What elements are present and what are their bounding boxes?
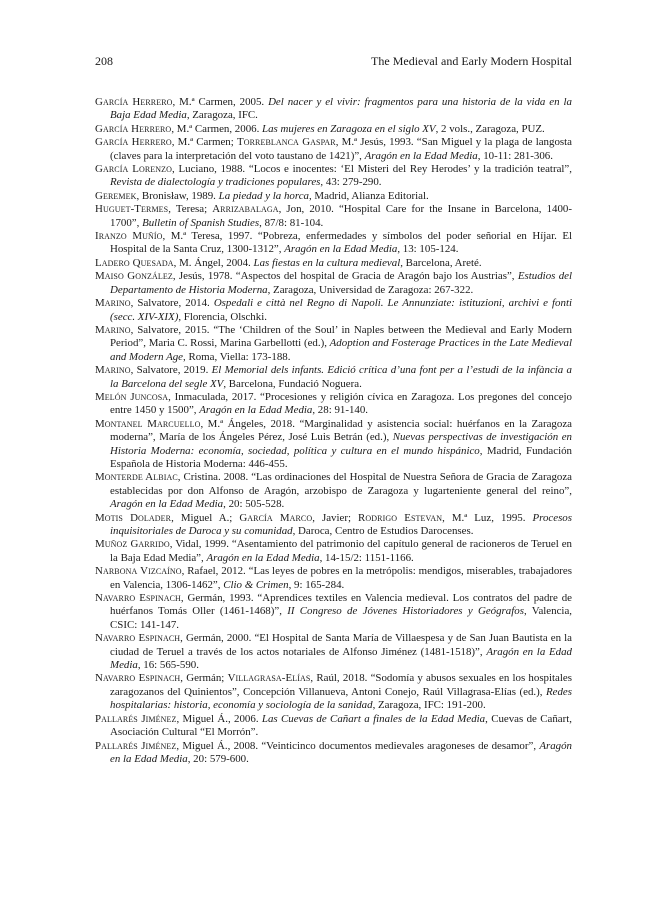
reference-list — [95, 96, 572, 766]
reference-text: , Jesús, 1978. “Aspectos del hospital de Gracia de Aragón bajo los Austrias”, — [172, 270, 518, 283]
reference-text: , 9: 165-284. — [288, 578, 345, 591]
reference-title: Revista de dialectología y tradiciones populares — [110, 176, 321, 189]
reference-text: , M.ª Jesús, 1993. “San Miguel y la plaga de langosta (claves para la interpretación del voto taustano de 1421)”, — [110, 136, 572, 162]
reference-title: Aragón en la Edad Media — [364, 149, 478, 162]
reference-text: , Barcelona, Fundació Noguera. — [223, 377, 362, 390]
reference-text: , M.ª Ángeles, 2018. “Marginalidad y asistencia social: huérfanos en la Zaragoza moderna”, María de los Ángeles Pérez, José Luis Betrán (ed.), — [110, 417, 572, 444]
reference-author: Melón Juncosa — [95, 390, 169, 403]
reference-entry — [95, 123, 572, 136]
reference-author: Muñoz Garrido — [95, 538, 170, 551]
reference-author: Motis Dolader — [95, 511, 172, 524]
reference-author: Montanel Marcuello — [95, 417, 201, 430]
reference-author: Ladero Quesada — [95, 256, 174, 269]
reference-text: , Zaragoza, Universidad de Zaragoza: 267-322. — [267, 283, 474, 296]
reference-author: García Herrero — [95, 96, 173, 108]
reference-text: , Bronisław, 1989. — [136, 189, 219, 202]
reference-entry — [95, 418, 572, 472]
reference-title: Nuevas perspectivas de investigación en Historia Moderna: economía, sociedad, política y cultura en el mundo hispánico — [110, 431, 572, 457]
reference-text: , Barcelona, Areté. — [400, 256, 482, 269]
reference-title: Aragón en la Edad Media — [110, 739, 572, 765]
reference-entry — [95, 632, 572, 672]
reference-text: , Madrid, Alianza Editorial. — [308, 189, 429, 202]
running-title: The Medieval and Early Modern Hospital — [371, 54, 572, 68]
reference-text: , Germán, 2000. “El Hospital de Santa María de Villaespesa y de San Juan Bautista en la ciudad de Teruel a través de los actos notariales de Alfonso Jiménez (1481-1518)”, — [110, 632, 572, 658]
reference-title: Aragón en la Edad Media — [284, 243, 398, 256]
reference-text: , Teresa; — [168, 203, 213, 216]
reference-text: , 14-15/2: 1151-1166. — [319, 551, 414, 564]
reference-author: Pallarés Jiménez — [95, 712, 177, 725]
reference-text: , M. Ángel, 2004. — [173, 256, 254, 269]
reference-entry — [95, 270, 572, 297]
reference-entry — [95, 512, 572, 539]
reference-author: Arrizabalaga — [212, 203, 279, 216]
reference-text: , Daroca, Centro de Estudios Darocenses. — [292, 525, 474, 537]
reference-entry — [95, 230, 572, 257]
reference-text: , Roma, Viella: 173-188. — [183, 350, 291, 363]
reference-text: , Miguel Á., 2008. “Veinticinco documentos medievales aragoneses de desamor”, — [176, 739, 540, 752]
reference-text: , Luciano, 1988. “Locos e inocentes: ‘El Misteri del Rey Herodes’ y la tradición teatral”, — [172, 163, 572, 176]
reference-text: , Madrid, Fundación Española de Historia Moderna: 446-455. — [110, 444, 572, 470]
reference-text: , 16: 565-590. — [137, 659, 199, 672]
reference-text: , Cuevas de Cañart, Asociación Cultural “El Morrón”. — [110, 712, 572, 739]
reference-entry — [95, 324, 572, 364]
reference-author: Geremek — [95, 189, 137, 202]
reference-title: El Memorial dels infants. Edició crítica d’una font per a l’estudi de la infància a la Barcelona del segle XV — [110, 364, 572, 390]
reference-text: , Inmaculada, 2017. “Procesiones y religión cívica en Zaragoza. Los pregones del concejo entre 1450 y 1500”, — [110, 390, 572, 417]
reference-text: , Salvatore, 2019. — [130, 364, 212, 377]
reference-author: Huguet-Termes — [95, 203, 169, 216]
reference-author: Maiso González — [95, 270, 173, 283]
reference-text: , Salvatore, 2015. “The ‘Children of the Soul’ in Naples between the Medieval and Early Modern Period”, Maria C. Rossi, Marina Garbellotti (ed.), — [110, 323, 572, 350]
reference-author: Navarro Espinach — [95, 592, 181, 605]
reference-title: Aragón en la Edad Media — [110, 498, 224, 511]
reference-entry — [95, 364, 572, 391]
reference-entry — [95, 740, 572, 767]
reference-author: Iranzo Muñío — [95, 230, 163, 243]
reference-text: , 43: 279-290. — [320, 176, 382, 189]
reference-author: Pallarés Jiménez — [95, 739, 177, 752]
reference-author: Marino — [95, 297, 131, 310]
reference-text: , Jon, 2010. “Hospital Care for the Insane in Barcelona, 1400-1700”, — [110, 203, 572, 229]
reference-entry — [95, 592, 572, 632]
reference-entry — [95, 538, 572, 565]
reference-text: , Miguel A.; — [171, 511, 240, 524]
reference-text: , 87/8: 81-104. — [259, 216, 324, 229]
reference-title: Redes hospitalarias: historia, economía y sociología de la sanidad — [110, 685, 572, 712]
reference-author: Narbona Vizcaíno — [95, 565, 182, 578]
reference-title: Aragón en la Edad Media — [110, 645, 572, 672]
reference-title: Las Cuevas de Cañart a finales de la Edad Media — [261, 712, 486, 725]
reference-text: , Cristina. 2008. “Las ordinaciones del Hospital de Nuestra Señora de Gracia de Zaragoza establecidas por don Alfonso de Aragón, arzobispo de Zaragoza y lugarteniente general del reino”, — [110, 471, 573, 497]
reference-entry — [95, 190, 572, 203]
reference-title: Aragón en la Edad Media — [199, 404, 313, 417]
reference-entry — [95, 136, 572, 163]
reference-text: , Raúl, 2018. “Sodomía y abusos sexuales en los hospitales zaragozanos del Quinientos”, Concepción Villanueva, Antoni Conejo, Raúl Villagrasa-Elías (ed.), — [110, 672, 572, 698]
reference-author: Navarro Espinach — [95, 632, 181, 645]
reference-entry — [95, 96, 572, 123]
reference-entry — [95, 203, 572, 230]
reference-entry — [95, 713, 572, 740]
reference-title: Estudios del Departamento de Historia Moderna — [110, 270, 573, 296]
reference-title: Las mujeres en Zaragoza en el siglo XV — [262, 122, 436, 135]
reference-author: García Lorenzo — [95, 163, 172, 176]
reference-author: Marino — [95, 323, 131, 336]
page-header — [95, 54, 572, 68]
reference-title: Ospedali e città nel Regno di Napoli. Le Annunziate: istituzioni, archivi e fonti (secc. XIV-XIX) — [110, 297, 572, 323]
reference-text: , 28: 91-140. — [312, 404, 369, 417]
reference-entry — [95, 672, 572, 712]
reference-author: Marino — [95, 364, 131, 377]
reference-text: , Javier; — [312, 511, 359, 524]
reference-text: , Germán, 1993. “Aprendices textiles en Valencia medieval. Los contratos del padre de huérfanos Tomás Oller (1461-1468)”, — [110, 592, 573, 618]
reference-author: Villagrasa-Elías — [227, 672, 311, 685]
reference-text: , Rafael, 2012. “Las leyes de pobres en la metrópolis: mendigos, miserables, trabajadores en Valencia, 1306-1462”, — [110, 565, 572, 591]
reference-entry — [95, 163, 572, 190]
reference-title: Aragón en la Edad Media — [206, 551, 320, 564]
reference-entry — [95, 565, 572, 592]
reference-text: , Vidal, 1999. “Asentamiento del patrimonio del capítulo general de racioneros de Teruel en la Baja Edad Media”, — [110, 538, 572, 564]
reference-title: La piedad y la horca — [218, 189, 309, 202]
reference-title: Las fiestas en la cultura medieval — [253, 256, 401, 269]
reference-text: , 13: 105-124. — [397, 243, 459, 256]
reference-text: , M.ª Carmen, 2005. — [172, 96, 269, 108]
reference-text: , M.ª Luz, 1995. — [442, 511, 533, 524]
reference-entry — [95, 471, 572, 511]
reference-entry — [95, 257, 572, 270]
reference-title: Bulletin of Spanish Studies — [142, 216, 260, 229]
reference-text: , M.ª Teresa, 1997. “Pobreza, enfermedades y símbolos del poder señorial en Híjar. El Hospital de la Santa Cruz, 1300-1312”, — [110, 230, 572, 256]
reference-title: Del nacer y el vivir: fragmentos para una historia de la vida en la Baja Edad Media — [110, 96, 572, 122]
page-number: 208 — [95, 54, 113, 68]
reference-title: Adoption and Fosterage Practices in the Late Medieval and Modern Age — [110, 337, 572, 363]
reference-text: , Florencia, Olschki. — [178, 310, 267, 323]
reference-title: Clio & Crimen — [223, 578, 289, 591]
reference-text: , Miguel Á., 2006. — [176, 712, 262, 725]
reference-text: , 2 vols., Zaragoza, PUZ. — [435, 122, 545, 135]
reference-entry — [95, 391, 572, 418]
reference-author: Torreblanca Gaspar — [236, 136, 336, 149]
reference-title: Procesos inquisitoriales de Daroca y su comunidad — [110, 511, 572, 537]
reference-text: , M.ª Carmen, 2006. — [171, 122, 263, 135]
reference-text: , Zaragoza, IFC. — [186, 109, 258, 122]
reference-author: García Herrero — [95, 136, 172, 149]
reference-text: , 10-11: 281-306. — [477, 149, 553, 162]
reference-author: Navarro Espinach — [95, 672, 181, 685]
reference-author: Rodrigo Estevan — [358, 511, 443, 524]
reference-text: , 20: 579-600. — [187, 752, 249, 765]
reference-author: Monterde Albiac — [95, 471, 178, 484]
reference-entry — [95, 297, 572, 324]
reference-text: , 20: 505-528. — [223, 498, 285, 511]
reference-author: García Marco — [239, 511, 313, 524]
reference-text: , M.ª Carmen; — [171, 136, 237, 149]
reference-text: , Zaragoza, IFC: 191-200. — [372, 699, 486, 712]
reference-text: , Valencia, CSIC: 141-147. — [110, 605, 572, 631]
reference-title: II Congreso de Jóvenes Historiadores y Geógrafos — [287, 605, 524, 618]
reference-text: , Germán; — [180, 672, 228, 685]
reference-text: , Salvatore, 2014. — [130, 297, 214, 310]
reference-author: García Herrero — [95, 122, 172, 135]
